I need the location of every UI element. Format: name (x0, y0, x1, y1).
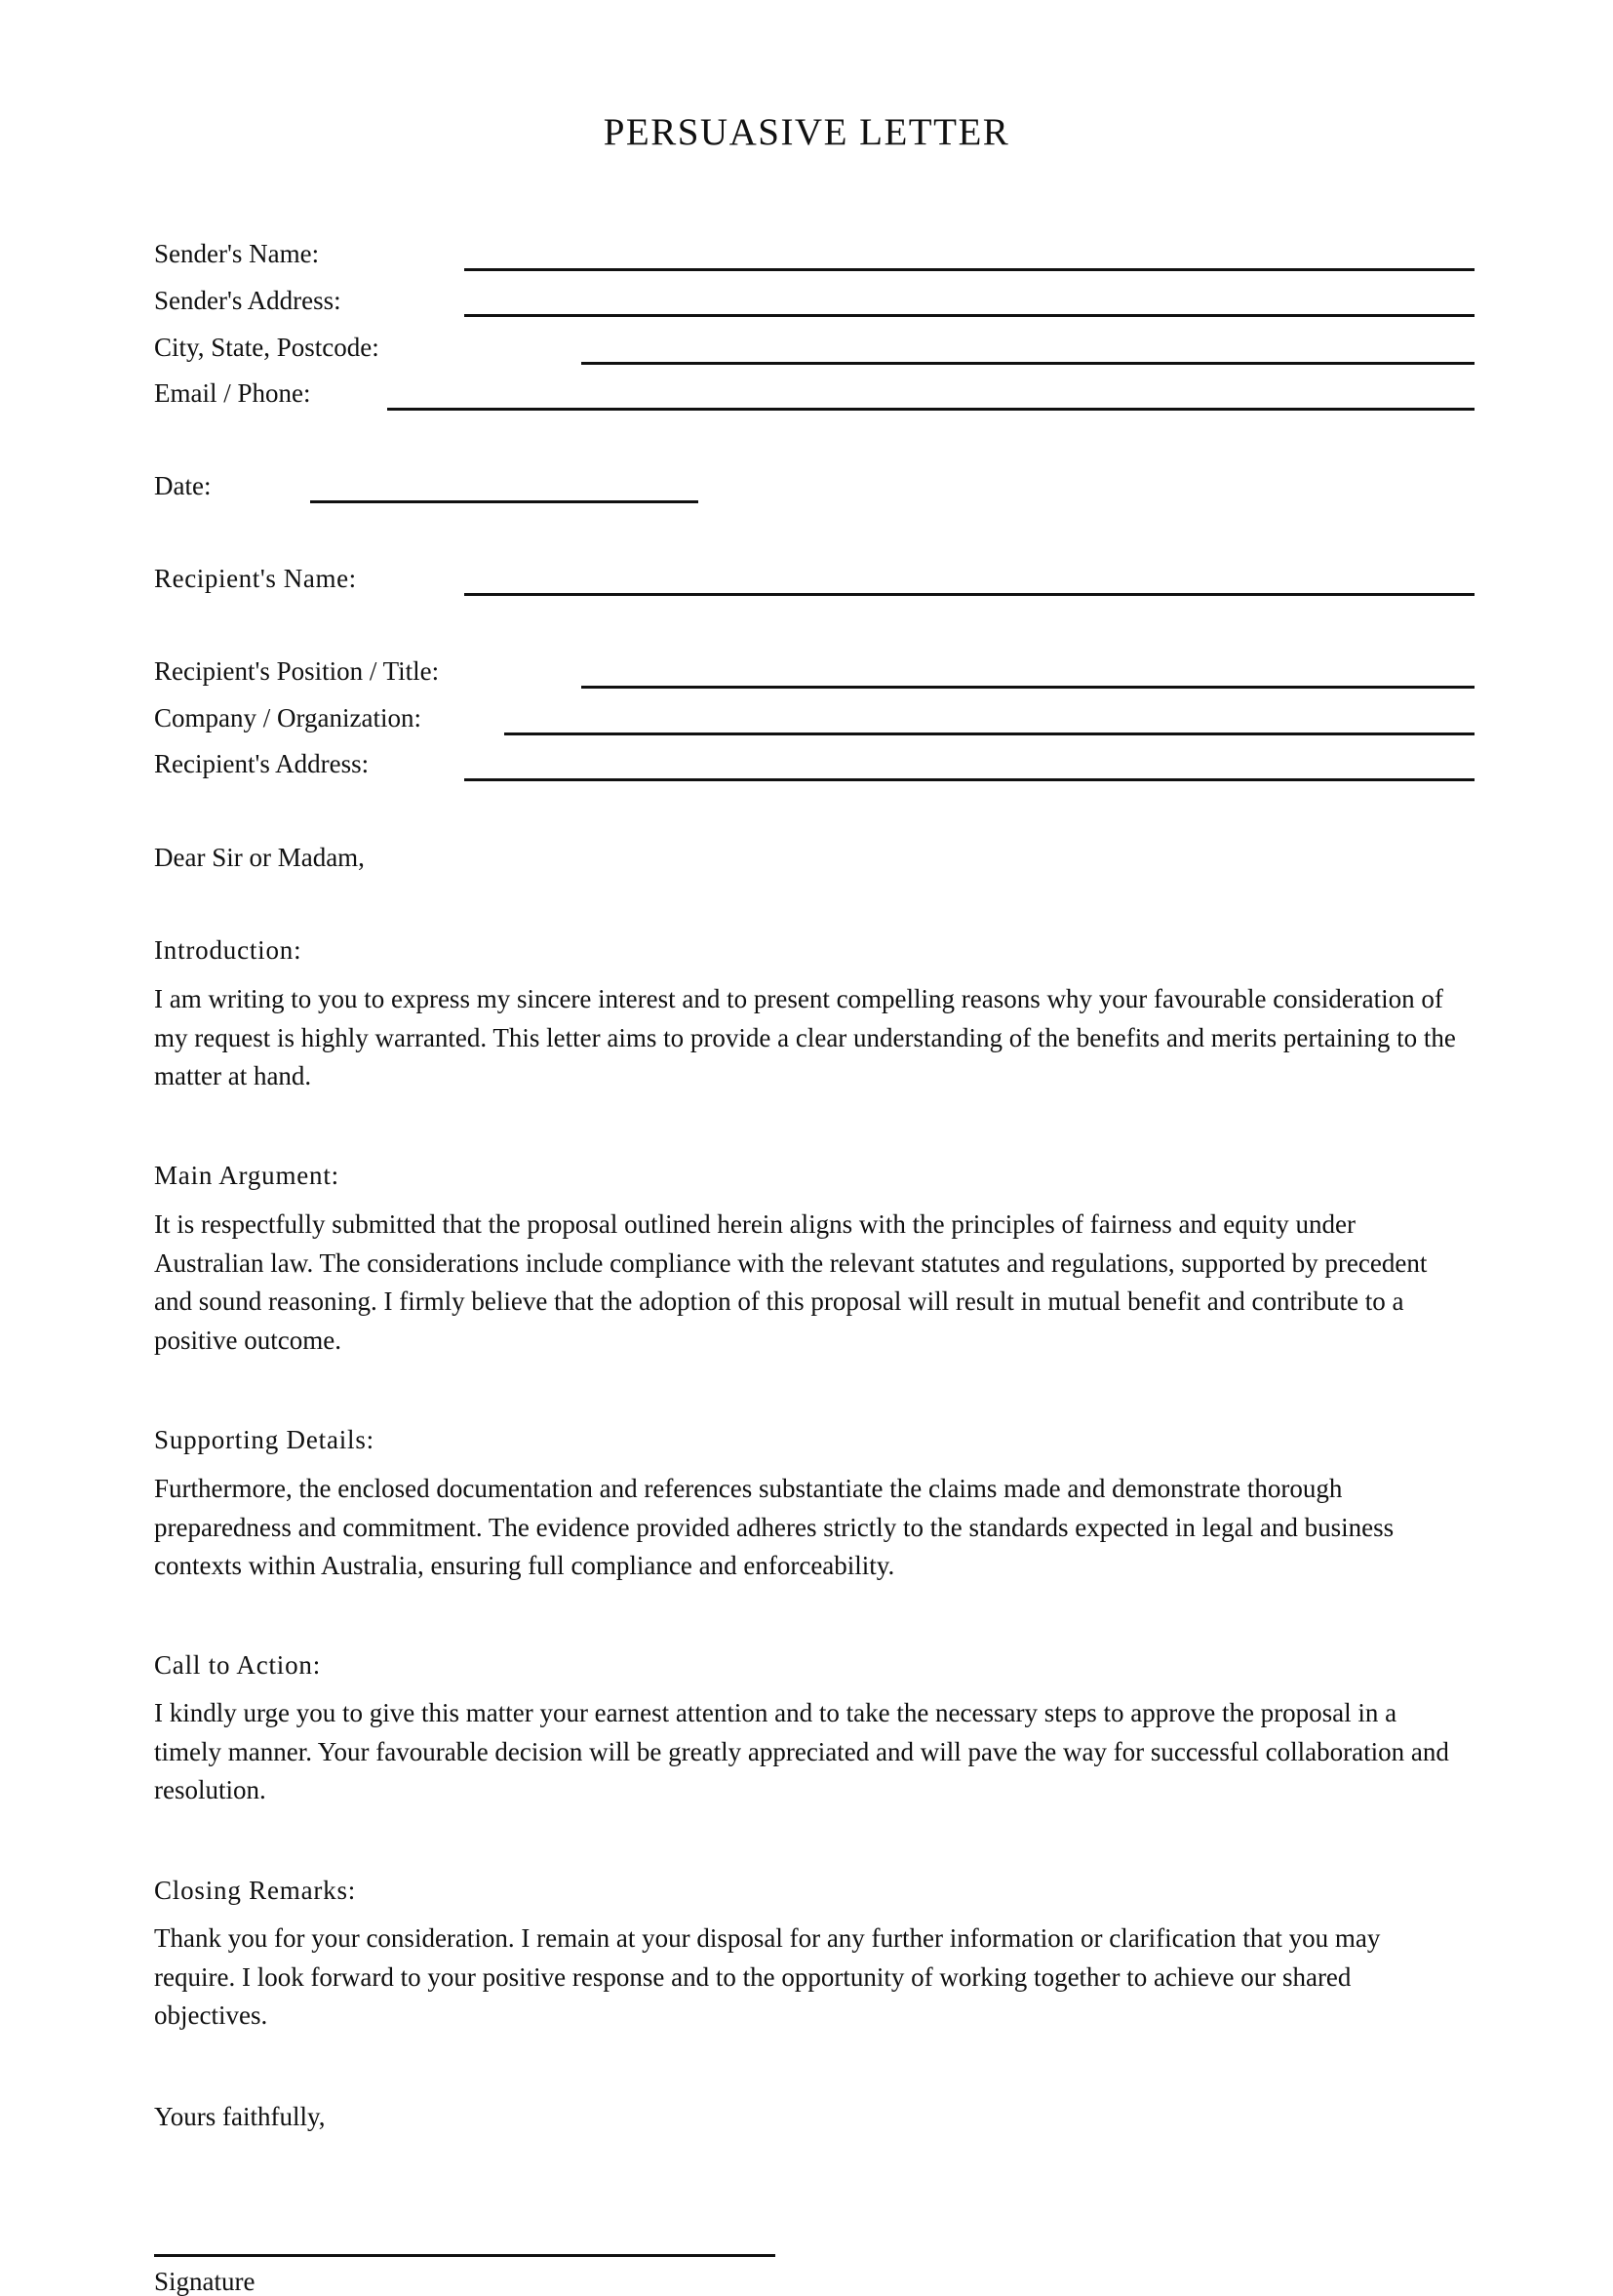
email-phone-field[interactable] (387, 408, 1475, 411)
recipient-name-field[interactable] (464, 593, 1475, 596)
date-field[interactable] (310, 500, 698, 503)
signature-line[interactable] (154, 2254, 775, 2257)
section-body-call-to-action: I kindly urge you to give this matter your earnest attention and to take the necessary steps to approve the proposal in a timely manner. Your favourable decision will be greatly appreciated and will pave the way for successful collaboration and resolution. (154, 1698, 1449, 1804)
sign-off: Yours faithfully, (154, 2102, 326, 2131)
city-state-postcode-label: City, State, Postcode: (154, 333, 379, 362)
recipient-position-field[interactable] (581, 686, 1475, 689)
recipient-position-label: Recipient's Position / Title: (154, 656, 440, 686)
sender-address-label: Sender's Address: (154, 286, 341, 315)
section-heading-call-to-action: Call to Action: (154, 1650, 321, 1680)
section-heading-introduction: Introduction: (154, 935, 302, 965)
section-body-main-argument: It is respectfully submitted that the proposal outlined herein aligns with the principles of fairness and equity under Australian law. The considerations include compliance with the relevant statutes and regulations, supported by precedent and sound reasoning. I firmly believe that the adoption of this proposal will result in mutual benefit and contribute to a positive outcome. (154, 1209, 1428, 1355)
company-field[interactable] (504, 732, 1475, 735)
section-heading-closing-remarks: Closing Remarks: (154, 1876, 357, 1905)
email-phone-label: Email / Phone: (154, 378, 311, 408)
date-label: Date: (154, 471, 212, 500)
city-state-postcode-field[interactable] (581, 362, 1475, 365)
recipient-address-field[interactable] (464, 778, 1475, 781)
section-heading-supporting-details: Supporting Details: (154, 1425, 374, 1454)
section-body-introduction: I am writing to you to express my sincere interest and to present compelling reasons why your favourable consideration of my request is highly warranted. This letter aims to provide a clear understanding of the benefits and merits pertaining to the matter at hand. (154, 984, 1456, 1090)
section-body-supporting-details: Furthermore, the enclosed documentation and references substantiate the claims made and demonstrate thorough preparedness and commitment. The evidence provided adheres strictly to the standards expected in legal and business contexts within Australia, ensuring full compliance and enforceability. (154, 1474, 1395, 1580)
company-label: Company / Organization: (154, 703, 421, 732)
sender-name-label: Sender's Name: (154, 239, 320, 268)
recipient-address-label: Recipient's Address: (154, 749, 370, 778)
page-title: PERSUASIVE LETTER (603, 111, 1010, 153)
salutation: Dear Sir or Madam, (154, 843, 365, 872)
sender-name-field[interactable] (464, 268, 1475, 271)
section-body-closing-remarks: Thank you for your consideration. I remain at your disposal for any further information or clarification that you may require. I look forward to your positive response and to the opportunity of working together to achieve our shared objectives. (154, 1923, 1381, 2030)
section-heading-main-argument: Main Argument: (154, 1161, 339, 1190)
sender-address-field[interactable] (464, 314, 1475, 317)
signature-label: Signature (154, 2267, 256, 2296)
recipient-name-label: Recipient's Name: (154, 564, 357, 593)
